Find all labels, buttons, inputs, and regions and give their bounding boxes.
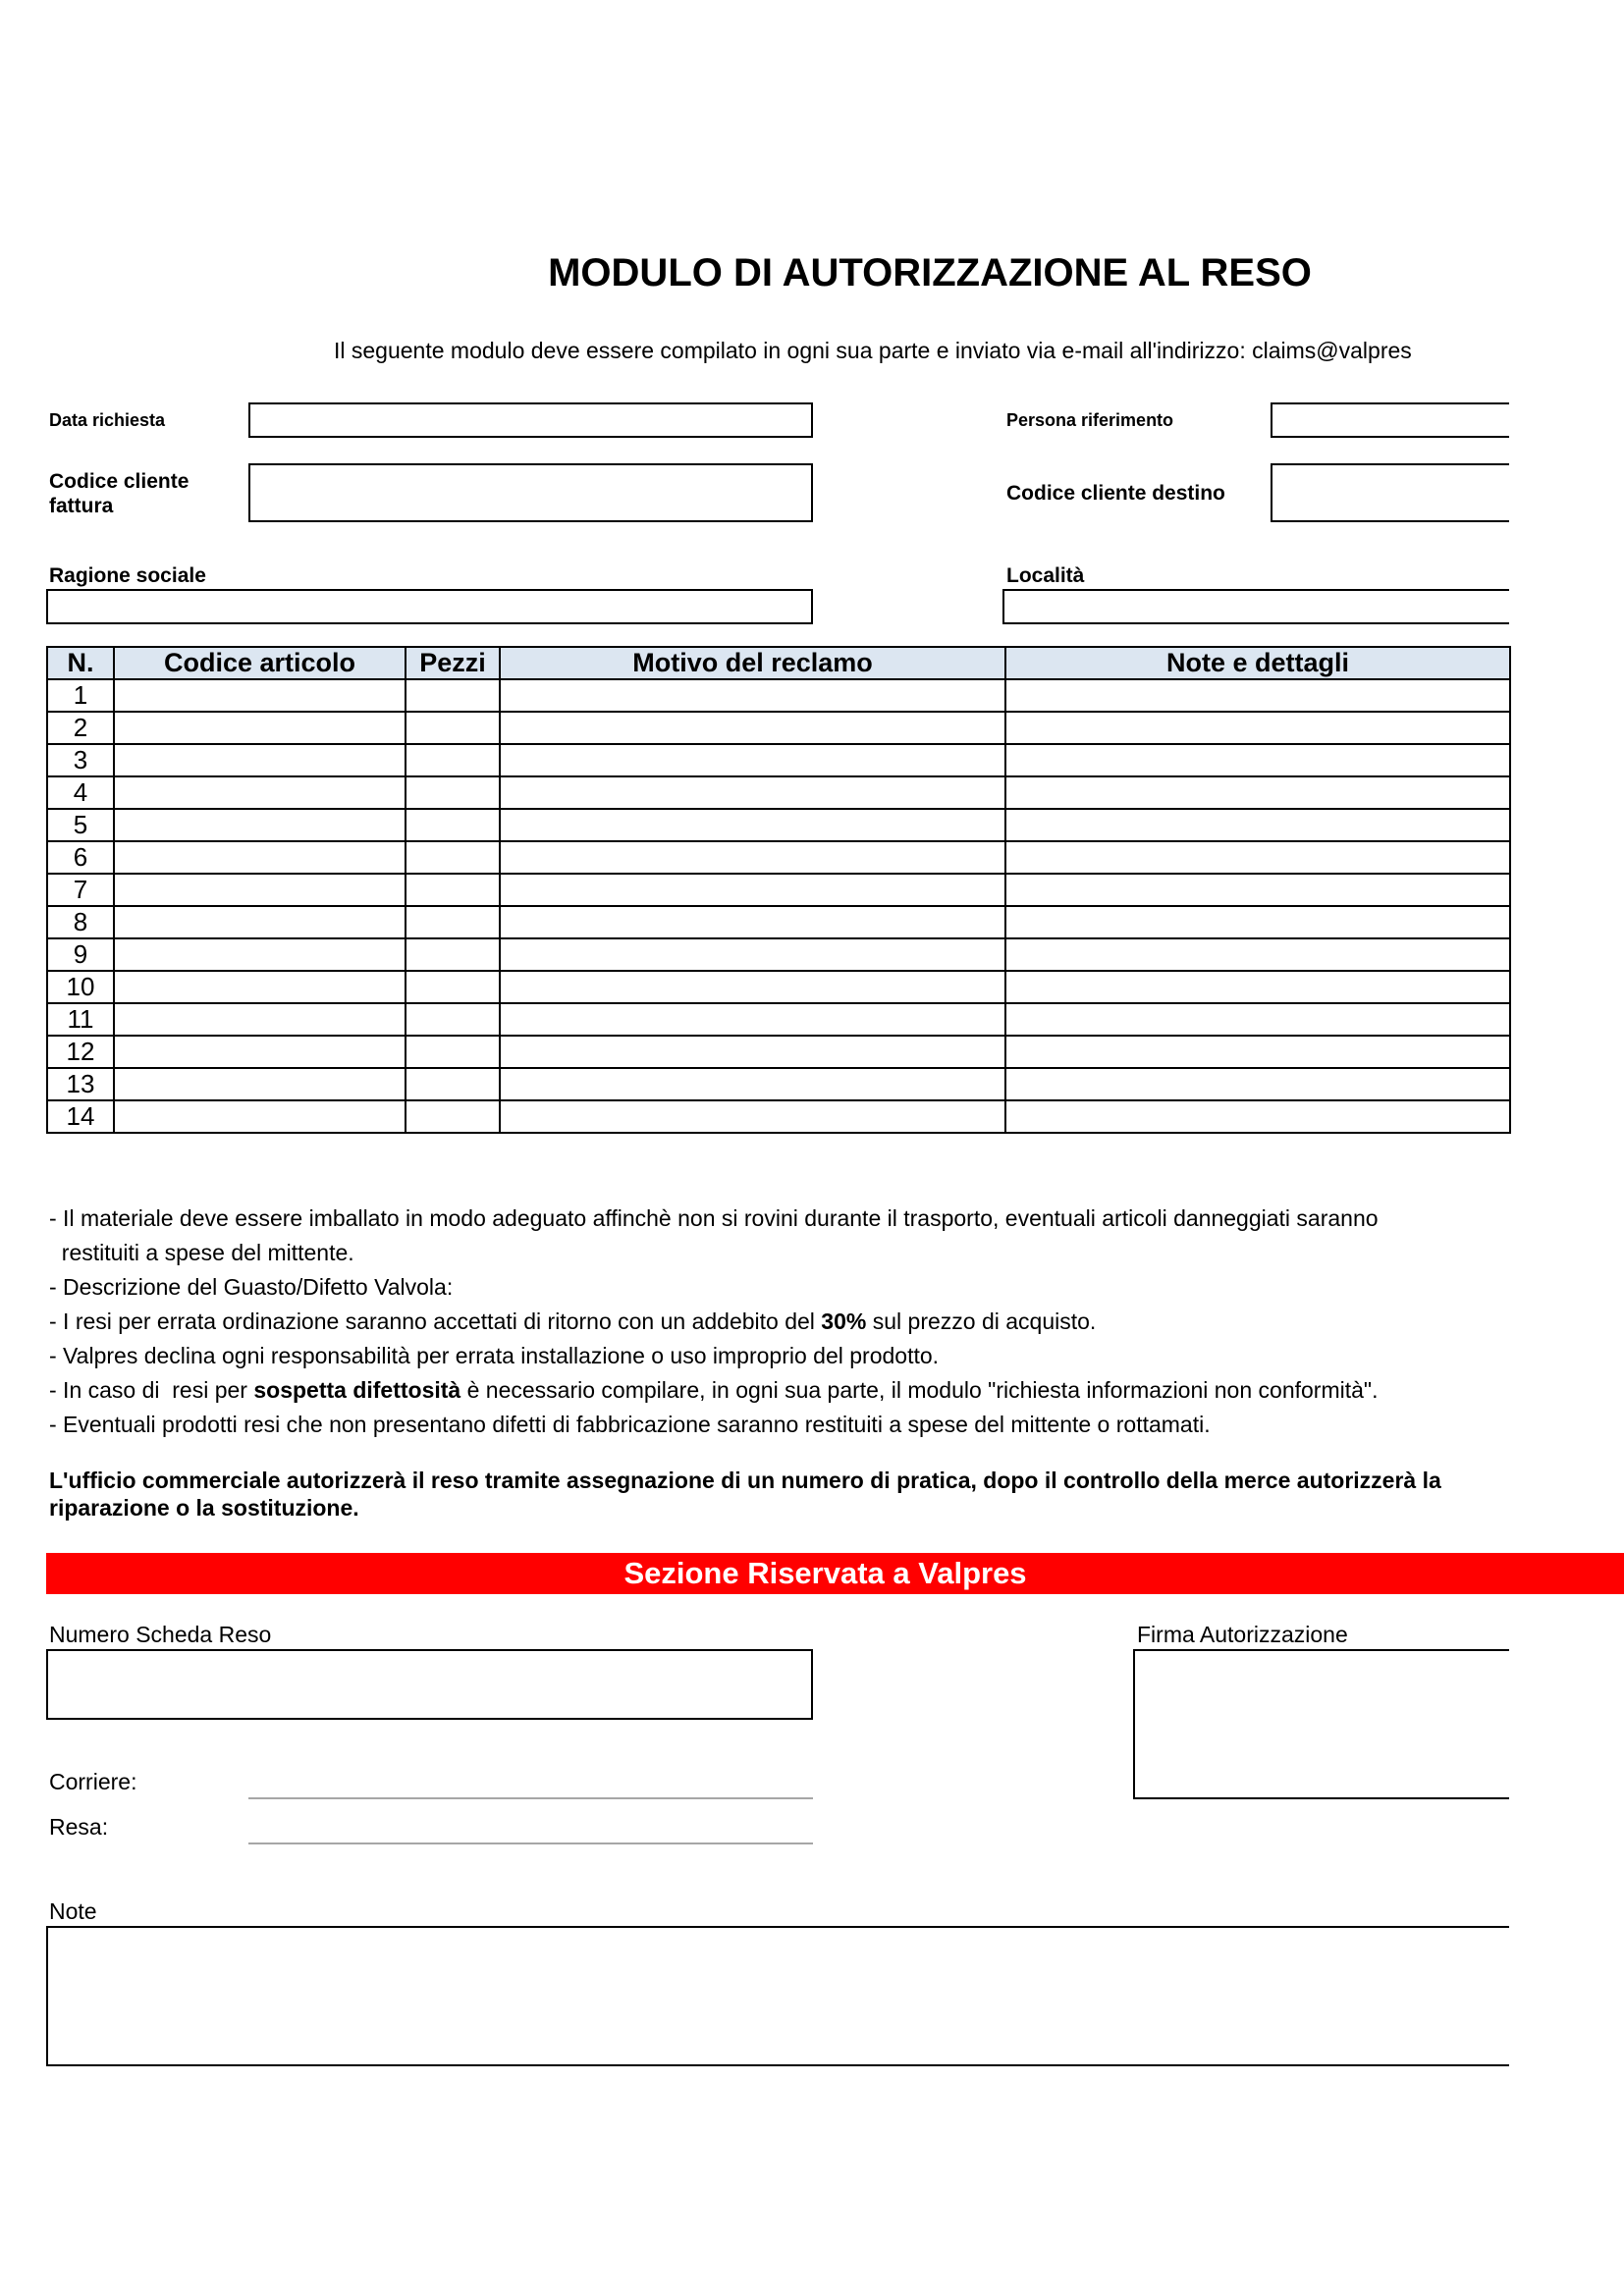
row-number: 3 [47, 744, 114, 776]
pezzi-cell[interactable] [406, 874, 500, 906]
condition-bold: 30% [821, 1308, 867, 1334]
codice-cell[interactable] [114, 938, 406, 971]
pezzi-cell[interactable] [406, 841, 500, 874]
condition-text: è necessario compilare, in ogni sua parte, il modulo "richiesta informazioni non conformità". [460, 1377, 1379, 1403]
table-row [47, 712, 1510, 744]
pezzi-cell[interactable] [406, 1003, 500, 1036]
items-table [46, 646, 1511, 1134]
data-richiesta-label: Data richiesta [49, 410, 166, 430]
codice-cell[interactable] [114, 1003, 406, 1036]
statement-line: L'ufficio commerciale autorizzerà il reso tramite assegnazione di un numero di pratica, dopo il controllo della merce autorizzerà la [49, 1468, 1441, 1493]
condition-item: - Valpres declina ogni responsabilità per errata installazione o uso improprio del prodotto. [49, 1343, 940, 1368]
row-number: 2 [47, 712, 114, 744]
authorization-statement [49, 1467, 1509, 1522]
note-field[interactable] [46, 1926, 1509, 2066]
codice-cliente-fattura-line2: fattura [49, 495, 114, 517]
codice-cliente-destino-field[interactable] [1271, 463, 1509, 522]
col-header-n: N. [47, 647, 114, 679]
numero-scheda-label: Numero Scheda Reso [49, 1622, 272, 1647]
condition-item: - Il materiale deve essere imballato in modo adeguato affinchè non si rovini durante il trasporto, eventuali articoli danneggiati saranno [49, 1205, 1379, 1231]
motivo-cell[interactable] [500, 679, 1005, 712]
pezzi-cell[interactable] [406, 744, 500, 776]
motivo-cell[interactable] [500, 971, 1005, 1003]
table-row [47, 906, 1510, 938]
condition-item: - Descrizione del Guasto/Difetto Valvola: [49, 1274, 454, 1300]
table-header-row [47, 647, 1510, 679]
col-header-motivo: Motivo del reclamo [500, 647, 1005, 679]
codice-cell[interactable] [114, 809, 406, 841]
codice-cell[interactable] [114, 712, 406, 744]
pezzi-cell[interactable] [406, 679, 500, 712]
table-row [47, 841, 1510, 874]
table-row [47, 1003, 1510, 1036]
motivo-cell[interactable] [500, 938, 1005, 971]
table-row [47, 938, 1510, 971]
pezzi-cell[interactable] [406, 1100, 500, 1133]
pezzi-cell[interactable] [406, 712, 500, 744]
codice-cell[interactable] [114, 1036, 406, 1068]
note-cell[interactable] [1005, 776, 1510, 809]
motivo-cell[interactable] [500, 1003, 1005, 1036]
ragione-sociale-field[interactable] [46, 589, 813, 624]
note-cell[interactable] [1005, 809, 1510, 841]
codice-cliente-fattura-field[interactable] [248, 463, 813, 522]
persona-riferimento-field[interactable] [1271, 402, 1509, 438]
row-number: 5 [47, 809, 114, 841]
pezzi-cell[interactable] [406, 776, 500, 809]
condition-item: - Eventuali prodotti resi che non presentano difetti di fabbricazione saranno restituiti a spese del mittente o rottamati. [49, 1412, 1211, 1437]
row-number: 9 [47, 938, 114, 971]
resa-label: Resa: [49, 1814, 109, 1840]
codice-cell[interactable] [114, 906, 406, 938]
codice-cliente-fattura-label [49, 469, 189, 518]
note-cell[interactable] [1005, 679, 1510, 712]
row-number: 4 [47, 776, 114, 809]
row-number: 12 [47, 1036, 114, 1068]
localita-field[interactable] [1002, 589, 1509, 624]
note-cell[interactable] [1005, 1068, 1510, 1100]
table-row [47, 1068, 1510, 1100]
codice-cell[interactable] [114, 744, 406, 776]
row-number: 13 [47, 1068, 114, 1100]
codice-cell[interactable] [114, 1100, 406, 1133]
note-cell[interactable] [1005, 906, 1510, 938]
note-cell[interactable] [1005, 1036, 1510, 1068]
codice-cell[interactable] [114, 679, 406, 712]
table-row [47, 1036, 1510, 1068]
note-cell[interactable] [1005, 712, 1510, 744]
condition-item-cont: restituiti a spese del mittente. [49, 1240, 354, 1265]
condition-item [49, 1373, 1522, 1408]
intro-text: Il seguente modulo deve essere compilato in ogni sua parte e inviato via e-mail all'indirizzo: claims@valpres [334, 338, 1412, 363]
condition-bold: sospetta difettosità [253, 1377, 461, 1403]
note-cell[interactable] [1005, 874, 1510, 906]
motivo-cell[interactable] [500, 906, 1005, 938]
motivo-cell[interactable] [500, 874, 1005, 906]
motivo-cell[interactable] [500, 809, 1005, 841]
table-row [47, 971, 1510, 1003]
resa-field[interactable] [248, 1812, 813, 1844]
condition-item [49, 1305, 1522, 1339]
table-row [47, 809, 1510, 841]
note-cell[interactable] [1005, 938, 1510, 971]
localita-label: Località [1006, 564, 1085, 587]
row-number: 11 [47, 1003, 114, 1036]
pezzi-cell[interactable] [406, 938, 500, 971]
codice-cliente-fattura-line1: Codice cliente [49, 470, 189, 493]
table-row [47, 776, 1510, 809]
motivo-cell[interactable] [500, 744, 1005, 776]
col-header-codice-articolo: Codice articolo [114, 647, 406, 679]
row-number: 10 [47, 971, 114, 1003]
numero-scheda-field[interactable] [46, 1649, 813, 1720]
condition-text: - In caso di resi per [49, 1377, 254, 1403]
corriere-field[interactable] [248, 1767, 813, 1799]
table-row [47, 744, 1510, 776]
note-cell[interactable] [1005, 841, 1510, 874]
table-row [47, 874, 1510, 906]
motivo-cell[interactable] [500, 712, 1005, 744]
firma-label: Firma Autorizzazione [1137, 1622, 1348, 1647]
corriere-label: Corriere: [49, 1769, 137, 1794]
pezzi-cell[interactable] [406, 971, 500, 1003]
statement-line: riparazione o la sostituzione. [49, 1495, 359, 1521]
note-label: Note [49, 1898, 97, 1924]
motivo-cell[interactable] [500, 1036, 1005, 1068]
codice-cell[interactable] [114, 841, 406, 874]
note-cell[interactable] [1005, 971, 1510, 1003]
table-row [47, 1100, 1510, 1133]
pezzi-cell[interactable] [406, 809, 500, 841]
motivo-cell[interactable] [500, 1100, 1005, 1133]
note-cell[interactable] [1005, 744, 1510, 776]
persona-riferimento-label: Persona riferimento [1006, 410, 1174, 430]
codice-cell[interactable] [114, 874, 406, 906]
row-number: 14 [47, 1100, 114, 1133]
pezzi-cell[interactable] [406, 1068, 500, 1100]
note-cell[interactable] [1005, 1003, 1510, 1036]
table-row [47, 679, 1510, 712]
condition-text: - I resi per errata ordinazione saranno accettati di ritorno con un addebito del [49, 1308, 822, 1334]
col-header-note: Note e dettagli [1005, 647, 1510, 679]
data-richiesta-field[interactable] [248, 402, 813, 438]
col-header-pezzi: Pezzi [406, 647, 500, 679]
codice-cell[interactable] [114, 971, 406, 1003]
conditions-list [49, 1201, 1522, 1442]
ragione-sociale-label: Ragione sociale [49, 564, 206, 587]
condition-text: sul prezzo di acquisto. [866, 1308, 1097, 1334]
codice-cliente-destino-label: Codice cliente destino [1006, 482, 1225, 505]
codice-cell[interactable] [114, 776, 406, 809]
note-cell[interactable] [1005, 1100, 1510, 1133]
motivo-cell[interactable] [500, 841, 1005, 874]
row-number: 8 [47, 906, 114, 938]
pezzi-cell[interactable] [406, 906, 500, 938]
motivo-cell[interactable] [500, 1068, 1005, 1100]
form-title: MODULO DI AUTORIZZAZIONE AL RESO [548, 251, 1312, 294]
row-number: 1 [47, 679, 114, 712]
row-number: 7 [47, 874, 114, 906]
codice-cell[interactable] [114, 1068, 406, 1100]
pezzi-cell[interactable] [406, 1036, 500, 1068]
motivo-cell[interactable] [500, 776, 1005, 809]
reserved-section-heading: Sezione Riservata a Valpres [46, 1553, 1624, 1594]
row-number: 6 [47, 841, 114, 874]
firma-field[interactable] [1133, 1649, 1509, 1799]
